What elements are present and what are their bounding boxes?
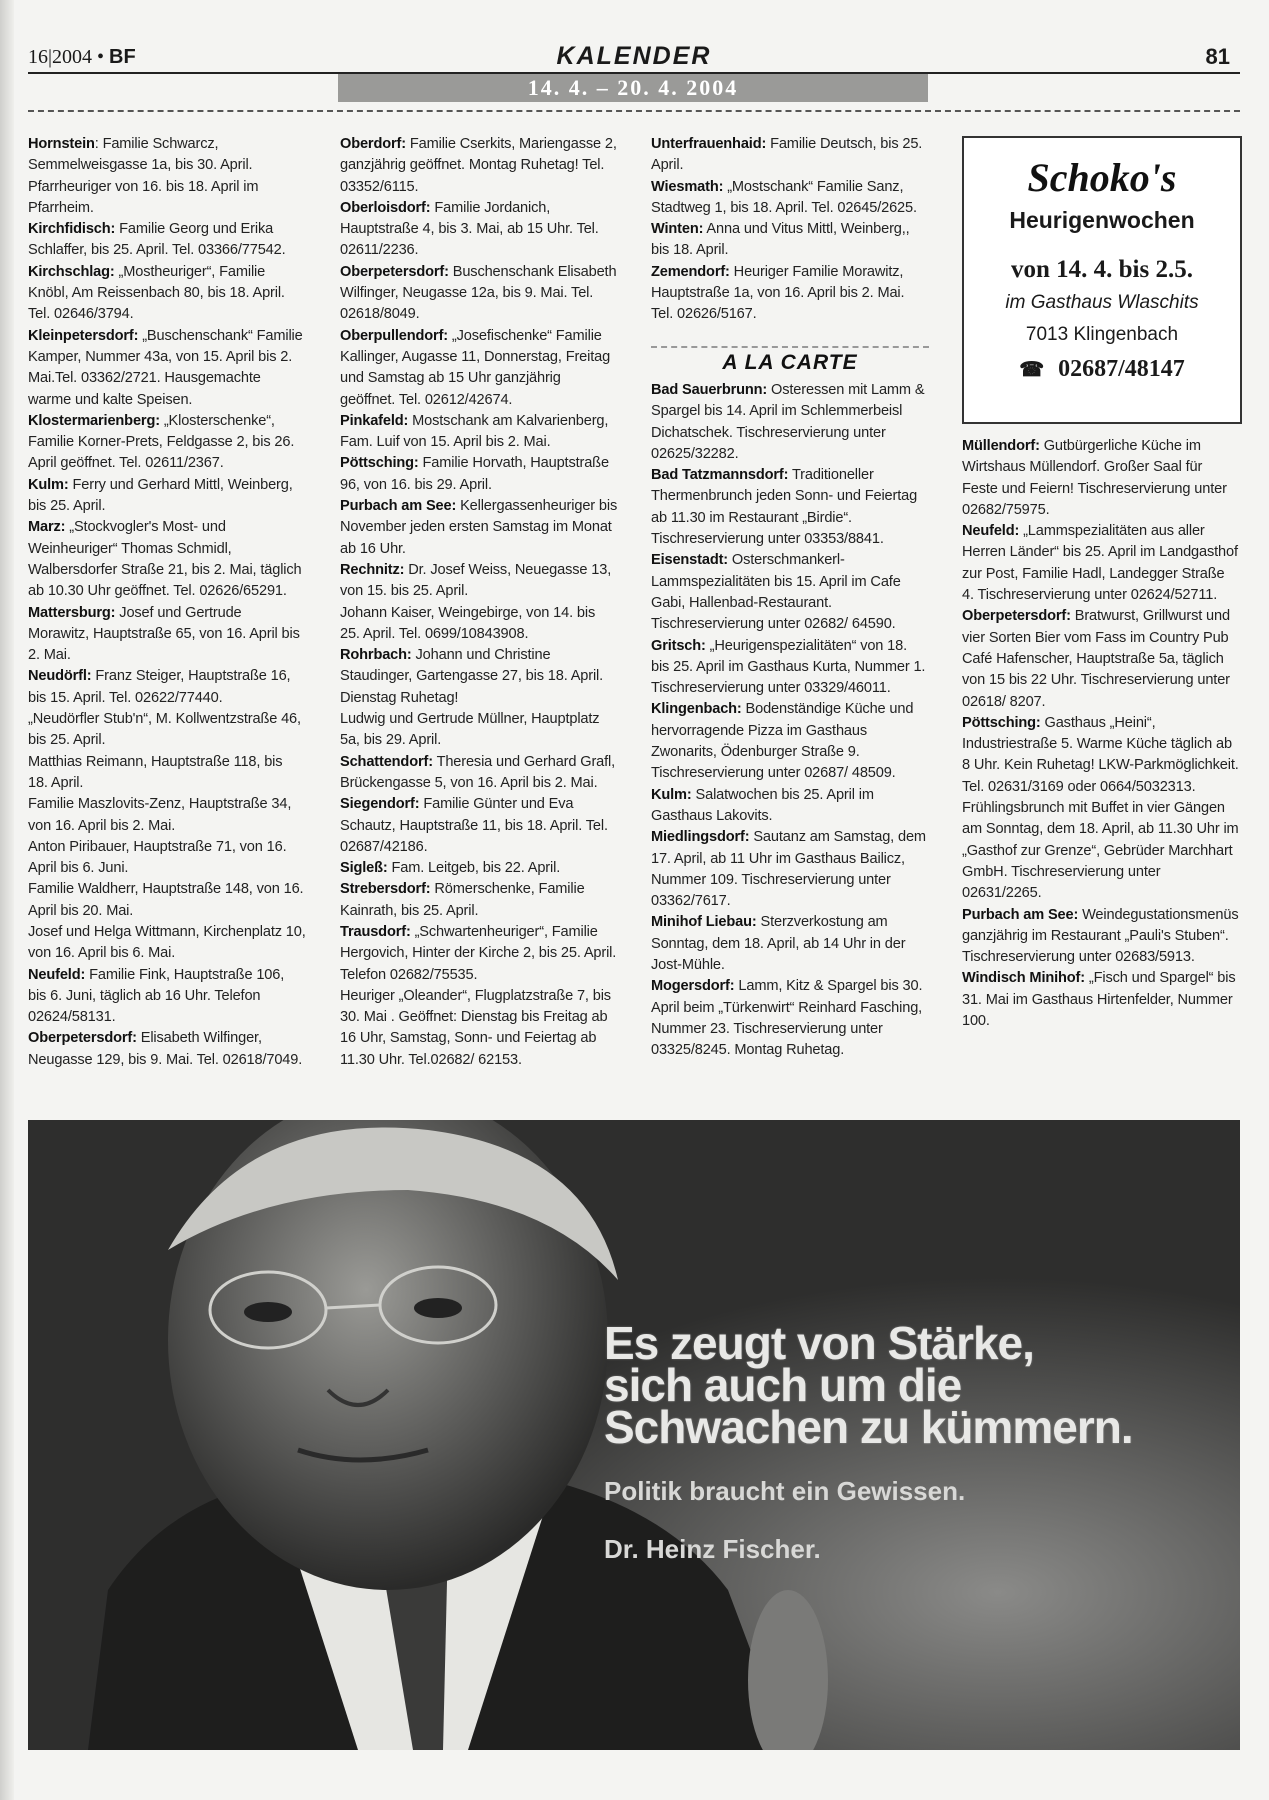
slogan-line-1: Es zeugt von Stärke, [604,1317,1034,1369]
listing-entry [340,262,618,326]
listing-entry [340,411,618,454]
listing-text: Traditioneller Thermenbrunch jeden Sonn- und Feiertag ab 11.30 im Restaurant „Birdie“. Tischreservierung unter 03353/8841. [651,467,918,548]
listing-place-name: Zemendorf: [651,263,730,280]
listing-text: „Stockvogler's Most- und Weinheuriger“ Thomas Schmidl, Walbersdorfer Straße 21, bis 2. Mai, täglich ab 10.30 Uhr geöffnet. Tel. 02626/65291. [28,519,302,600]
listing-place-name: Oberloisdorf: [340,199,431,216]
listing-column-3 [651,134,929,1061]
listing-entry [340,134,618,198]
listing-entry [28,411,306,475]
listing-place-name: Wiesmath: [651,178,724,195]
listing-text: Bratwurst, Grillwurst und vier Sorten Bier vom Fass im Country Pub Café Hafenscher, Hauptstraße 5a, täglich von 15 bis 22 Uhr. Tischreservierung unter 02618/ 8207. [962,608,1230,710]
page-number: 81 [1205,44,1230,69]
listing-place-name: Strebersdorf: [340,881,431,898]
listing-text: Franz Steiger, Hauptstraße 16, bis 15. April. Tel. 02622/77440. [28,668,291,706]
listing-entry [651,219,929,262]
listing-entry [28,326,306,411]
listing-text: Kellergassenheuriger bis November jeden ersten Samstag im Monat ab 16 Uhr. [340,498,618,557]
listing-place-name: Pöttsching: [340,455,419,472]
listing-entry [28,837,306,880]
listing-text: Familie Fink, Hauptstraße 106, bis 6. Juni, täglich ab 16 Uhr. Telefon 02624/58131. [28,966,285,1026]
listing-place-name: Siegendorf: [340,796,420,813]
issue-label: 16|2004 • BF [28,46,136,68]
listing-entry [340,326,618,411]
dashed-divider [28,110,1240,112]
listing-text: „Mostschank“ Familie Sanz, Stadtweg 1, bis 18. April. Tel. 02645/2625. [651,178,917,216]
date-range-bar: 14. 4. – 20. 4. 2004 [338,74,928,102]
listing-text: Osteressen mit Lamm & Spargel bis 14. April im Schlemmerbeisl Dichatschek. Tischreservierung unter 02625/32282. [651,381,925,462]
listing-place-name: Klostermarienberg: [28,412,160,429]
schokos-advertisement [962,136,1242,424]
a-la-carte-title: A LA CARTE [722,350,858,374]
campaign-slogan [604,1317,1224,1564]
listing-entry [340,560,618,603]
listing-entry [340,879,618,922]
listing-text: Matthias Reimann, Hauptstraße 118, bis 18. April. [28,753,283,791]
listing-place-name: Neudörfl: [28,668,92,685]
listing-text: „Buschenschank“ Familie Kamper, Nummer 43a, von 15. April bis 2. Mai.Tel. 03362/2721. Hausgemachte warme und kalte Speisen. [28,327,303,408]
listing-text: Familie Deutsch, bis 25. April. [651,136,923,174]
listing-text: Ludwig und Gertrude Müllner, Hauptplatz 5a, bis 29. April. [340,711,600,749]
tagline-line-1: Politik braucht ein Gewissen. [604,1476,966,1506]
listing-entry [962,436,1240,521]
listing-place-name: Bad Tatzmannsdorf: [651,467,789,484]
listing-text: Johann Kaiser, Weingebirge, von 14. bis 25. April. Tel. 0699/10843908. [340,604,596,642]
listing-text: „Schwartenheuriger“, Familie Hergovich, Hinter der Kirche 2, bis 25. April. Telefon 02682/75535. [340,923,617,983]
listing-entry [28,752,306,795]
listing-text: Familie Cserkits, Mariengasse 2, ganzjährig geöffnet. Montag Ruhetag! Tel. 03352/6115. [340,136,617,195]
listing-entry [28,1028,306,1071]
listing-place-name: Kirchschlag: [28,263,115,280]
listing-entry [340,858,618,879]
listing-place-name: Mattersburg: [28,604,116,621]
listing-place-name: Neufeld: [962,523,1020,540]
listing-text: Josef und Helga Wittmann, Kirchenplatz 10, von 16. April bis 6. Mai. [28,923,306,962]
listing-text: „Mostheuriger“, Familie Knöbl, Am Reissenbach 80, bis 18. April. Tel. 02646/3794. [28,263,285,323]
listing-entry [28,879,306,922]
listing-text: „Josefischenke“ Familie Kallinger, Augasse 11, Donnerstag, Freitag und Samstag ab 15 Uhr ganzjährig geöffnet. Tel. 02612/42674. [340,327,611,408]
listing-text: Dr. Josef Weiss, Neuegasse 13, von 15. bis 25. April. [340,561,612,600]
listing-entry [340,922,618,986]
listing-text: Johann und Christine Staudinger, Gartengasse 27, bis 18. April. Dienstag Ruhetag! [340,647,604,706]
listing-place-name: Gritsch: [651,637,706,654]
listing-column-2 [340,134,618,1071]
listing-text: : Familie Schwarcz, Semmelweisgasse 1a, bis 30. April. [28,136,253,174]
page-header [28,42,1240,74]
slogan-line-3: Schwachen zu kümmern. [604,1401,1133,1453]
listing-place-name: Bad Sauerbrunn: [651,381,768,398]
listing-place-name: Pinkafeld: [340,412,409,429]
telephone-icon: ☎ [1019,359,1045,381]
listing-place-name: Trausdorf: [340,923,411,940]
listing-entry [962,713,1240,798]
listing-entry [340,198,618,262]
listing-text: Frühlingsbrunch mit Buffet in vier Gängen am Sonntag, dem 18. April, ab 11.30 Uhr im „Gasthof zur Grenze“, Gebrüder Marchhart GmbH. Tischreservierung unter 02631/2265. [962,800,1239,902]
listing-text: Fam. Leitgeb, bis 22. April. [387,860,561,877]
listing-text: Heuriger Familie Morawitz, Hauptstraße 1a, von 16. April bis 2. Mai. Tel. 02626/5167. [651,263,905,323]
listing-entry [340,645,618,709]
listing-entry [340,986,618,1071]
ad-phone-number: 02687/48147 [1058,356,1185,382]
listing-text: „Heurigenspezialitäten“ von 18. bis 25. April im Gasthaus Kurta, Nummer 1. Tischreservierung unter 03329/46011. [651,637,926,697]
listing-entry [28,603,306,667]
listing-entry [28,134,306,177]
listing-column-4 [962,436,1240,1032]
listing-entry [340,709,618,752]
listing-text: Buschenschank Elisabeth Wilfinger, Neugasse 12a, bis 9. Mai. Tel. 02618/8049. [340,263,617,323]
listing-text: Familie Günter und Eva Schautz, Hauptstraße 11, bis 18. April. Tel. 02687/42186. [340,796,608,855]
listing-entry [651,912,929,976]
listing-text: Josef und Gertrude Morawitz, Hauptstraße 65, von 16. April bis 2. Mai. [28,604,300,664]
listing-place-name: Oberpullendorf: [340,327,449,344]
listing-text: Familie Waldherr, Hauptstraße 148, von 16. April bis 20. Mai. [28,881,304,919]
listing-text: Sterzverkostung am Sonntag, dem 18. April, ab 14 Uhr in der Jost-Mühle. [651,914,906,973]
a-la-carte-listings [651,380,929,1062]
listing-entry [28,666,306,709]
listing-text: Römerschenke, Familie Kainrath, bis 25. April. [340,881,585,919]
listing-entry [651,380,929,465]
listing-place-name: Rechnitz: [340,561,405,578]
listing-place-name: Oberdorf: [340,136,406,152]
listing-place-name: Sigleß: [340,860,388,877]
listing-entry [340,794,618,858]
listing-text: Lamm, Kitz & Spargel bis 30. April beim „Türkenwirt“ Reinhard Fasching, Nummer 23. Tischreservierung unter 03325/8245. Montag Ruhetag. [651,978,923,1059]
listing-entry [28,262,306,326]
listing-text: „Klosterschenke“, Familie Korner-Prets, Feldgasse 2, bis 26. April geöffnet. Tel. 02611/2367. [28,412,295,472]
listing-text: Sautanz am Samstag, dem 17. April, ab 11 Uhr im Gasthaus Bailicz, Nummer 109. Tischreservierung unter 03362/7617. [651,829,926,910]
listing-entry [962,905,1240,969]
listing-entry [28,219,306,262]
listing-text: Osterschmankerl-Lammspezialitäten bis 15. April im Cafe Gabi, Hallenbad-Restaurant. Tischreservierung unter 02682/ 64590. [651,552,901,633]
listing-place-name: Kleinpetersdorf: [28,327,139,344]
listing-entry [651,636,929,700]
listing-entry [651,262,929,326]
listing-place-name: Oberpetersdorf: [28,1030,137,1047]
listing-text: Pfarrheuriger von 16. bis 18. April im Pfarrheim. [28,178,259,216]
listing-entry [651,550,929,635]
listing-text: Elisabeth Wilfinger, Neugasse 129, bis 9. Mai. Tel. 02618/7049. [28,1030,303,1068]
listing-place-name: Neufeld: [28,966,86,983]
listing-entry [28,965,306,1029]
listing-entry [651,177,929,220]
listing-entry [651,976,929,1061]
listing-place-name: Marz: [28,519,66,536]
listing-place-name: Oberpetersdorf: [962,608,1071,625]
listing-place-name: Kulm: [651,786,692,803]
listing-place-name: Müllendorf: [962,438,1040,454]
listing-entry [962,606,1240,712]
listing-entry [28,709,306,752]
listing-place-name: Unterfrauenhaid: [651,136,767,152]
listing-entry [340,603,618,646]
listing-entry [28,177,306,220]
ad-venue: im Gasthaus Wlaschits [1005,292,1199,313]
listing-place-name: Purbach am See: [340,498,457,515]
listing-text: „Lammspezialitäten aus aller Herren Länder“ bis 25. April im Landgasthof zur Post, Familie Hadl, Landegger Straße 4. Tischreservierung unter 02624/52711. [962,523,1238,604]
listing-entry [28,517,306,602]
listing-text: „Neudörfler Stub'n“, M. Kollwentzstraße 46, bis 25. April. [28,711,301,749]
listing-text: Weindegustationsmenüs ganzjährig im Restaurant „Pauli's Stuben“. Tischreservierung unter 02683/5913. [962,906,1239,966]
section-title: KALENDER [556,42,712,70]
listing-text: „Fisch und Spargel“ bis 31. Mai im Gasthaus Hirtenfelder, Nummer 100. [962,970,1236,1030]
page-edge-shadow [0,0,14,1800]
listing-text: Theresia und Gerhard Grafl, Brückengasse 5, von 16. April bis 2. Mai. [340,753,616,791]
listing-place-name: Mogersdorf: [651,978,735,995]
listing-place-name: Windisch Minihof: [962,970,1085,987]
listing-text: Anna und Vitus Mittl, Weinberg,, bis 18. April. [651,221,910,259]
listing-entry [340,752,618,795]
listing-text: Gutbürgerliche Küche im Wirtshaus Müllendorf. Großer Saal für Feste und Feiern! Tischreservierung unter 02682/75975. [962,438,1227,518]
listing-place-name: Minihof Liebau: [651,914,757,931]
listing-text: Gasthaus „Heini“, Industriestraße 5. Warme Küche täglich ab 8 Uhr. Kein Ruhetag! LKW-Parkmöglichkeit. Tel. 02631/3169 oder 0664/5032313. [962,714,1239,795]
listing-column-1 [28,134,306,1071]
tagline-line-2: Dr. Heinz Fischer. [604,1534,821,1564]
listing-text: Bodenständige Küche und hervorragende Pizza im Gasthaus Zwonarits, Ödenburger Straße 9. Tischreservierung unter 02687/ 48509. [651,701,914,782]
listing-entry [28,475,306,518]
listing-place-name: Purbach am See: [962,906,1079,923]
listing-place-name: Schattendorf: [340,753,433,770]
listing-text: Familie Horvath, Hauptstraße 96, von 16. bis 29. April. [340,455,609,493]
listing-place-name: Eisenstadt: [651,552,729,569]
listing-text: Mostschank am Kalvarienberg, Fam. Luif von 15. April bis 2. Mai. [340,412,609,451]
listing-entry [651,134,929,177]
listing-place-name: Winten: [651,221,704,238]
a-la-carte-heading [651,346,929,376]
listing-entry [28,794,306,837]
listing-text: Anton Piribauer, Hauptstraße 71, von 16. April bis 6. Juni. [28,838,287,877]
publication-name: BF [109,46,136,68]
listing-entry [340,496,618,560]
listing-entry [340,453,618,496]
listing-place-name: Miedlingsdorf: [651,829,750,846]
listing-place-name: Oberpetersdorf: [340,263,449,280]
listing-entry [651,827,929,912]
listing-entry [962,521,1240,606]
listing-entry [651,465,929,550]
listing-entry [962,798,1240,904]
listing-text: Salatwochen bis 25. April im Gasthaus Lakovits. [651,786,874,824]
listing-entry [962,968,1240,1032]
listing-entry [651,785,929,828]
listing-place-name: Hornstein [28,136,95,152]
listing-entry [28,922,306,965]
ad-subtitle: Heurigenwochen [1009,207,1195,233]
listing-text: Familie Jordanich, Hauptstraße 4, bis 3. Mai, ab 15 Uhr. Tel. 02611/2236. [340,199,599,259]
ad-town: 7013 Klingenbach [1025,324,1179,345]
ad-dates: von 14. 4. bis 2.5. [1011,256,1193,283]
listing-text: Ferry und Gerhard Mittl, Weinberg, bis 25. April. [28,476,293,515]
listing-text: Heuriger „Oleander“, Flugplatzstraße 7, bis 30. Mai . Geöffnet: Dienstag bis Freitag ab 16 Uhr, Samstag, Sonn- und Feiertag ab 11.30 Uhr. Tel.02682/ 62153. [340,987,611,1068]
listing-place-name: Klingenbach: [651,701,742,718]
listing-text: Familie Georg und Erika Schlaffer, bis 25. April. Tel. 03366/77542. [28,221,286,259]
listing-place-name: Kulm: [28,476,69,493]
heurigen-listings [651,134,929,326]
issue-number: 16|2004 [28,46,93,68]
listing-place-name: Rohrbach: [340,647,412,664]
ad-brand-logo: Schoko's [1027,155,1177,200]
listing-text: Familie Maszlovits-Zenz, Hauptstraße 34, von 16. April bis 2. Mai. [28,796,292,834]
ad-phone-row [964,356,1240,383]
listing-place-name: Pöttsching: [962,714,1041,731]
listing-entry [651,699,929,784]
slogan-line-2: sich auch um die [604,1359,962,1411]
listing-place-name: Kirchfidisch: [28,221,116,238]
